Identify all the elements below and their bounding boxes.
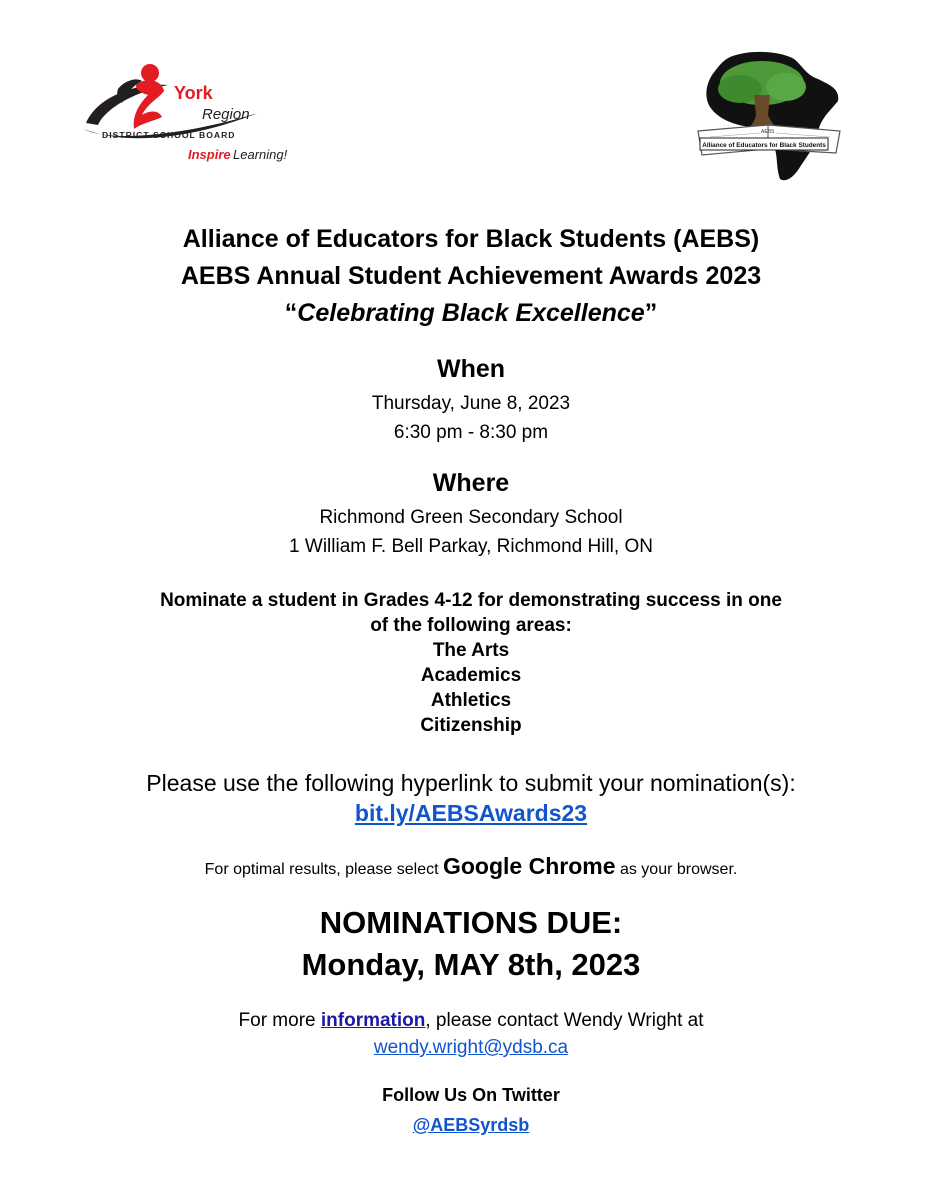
yrdsb-logo (78, 55, 293, 175)
nominations-due (0, 902, 942, 986)
contact-pre: For more (238, 1010, 321, 1031)
area-item: The Arts (432, 640, 510, 661)
nominate-section (0, 588, 942, 738)
aebs-logo-book-text: AEBS (761, 129, 775, 135)
browser-note-pre: For optimal results, please select (204, 861, 443, 878)
browser-note-post: as your browser. (615, 861, 738, 878)
aebs-logo (690, 45, 850, 185)
event-header (0, 221, 942, 332)
yrdsb-logo-inspire: Inspire (188, 147, 231, 162)
where-venue: Richmond Green Secondary School (319, 507, 623, 528)
where-heading: Where (432, 469, 510, 497)
where-section (0, 467, 942, 561)
twitter-label: Follow Us On Twitter (382, 1085, 560, 1105)
where-address: 1 William F. Bell Parkay, Richmond Hill, ON (289, 536, 653, 557)
due-heading: NOMINATIONS DUE: (319, 905, 623, 940)
due-date: Monday, MAY 8th, 2023 (301, 947, 641, 982)
twitter-handle-link[interactable]: @AEBSyrdsb (412, 1115, 530, 1135)
yrdsb-logo-board: DISTRICT SCHOOL BOARD (102, 130, 236, 140)
header-line-1: Alliance of Educators for Black Students (AEBS) (182, 225, 760, 253)
area-item: Citizenship (420, 715, 522, 736)
contact-section (0, 1007, 942, 1061)
area-item: Academics (420, 665, 522, 686)
header-line-2: AEBS Annual Student Achievement Awards 2023 (180, 262, 762, 290)
submit-text: Please use the following hyperlink to submit your nomination(s): (146, 770, 796, 796)
header-theme: Celebrating Black Excellence (297, 299, 645, 327)
nomination-link[interactable]: bit.ly/AEBSAwards23 (354, 800, 588, 826)
nominate-line-2: of the following areas: (370, 615, 572, 636)
yrdsb-logo-york: York (174, 83, 213, 103)
when-section (0, 353, 942, 447)
header-line-3 (0, 295, 942, 332)
header-close-quote: ” (644, 299, 658, 327)
yrdsb-logo-learning: Learning! (233, 147, 288, 162)
when-heading: When (436, 355, 506, 383)
browser-note-chrome: Google Chrome (442, 853, 616, 879)
submit-section (0, 768, 942, 828)
area-item: Athletics (430, 690, 512, 711)
contact-post: , please contact Wendy Wright at (425, 1010, 704, 1031)
aebs-logo-banner-text: Alliance of Educators for Black Students (702, 142, 826, 149)
information-link[interactable]: information (320, 1010, 426, 1031)
when-date: Thursday, June 8, 2023 (371, 393, 571, 414)
twitter-section (0, 1080, 942, 1140)
yrdsb-logo-region: Region (202, 106, 250, 123)
browser-note (0, 851, 942, 885)
when-time: 6:30 pm - 8:30 pm (393, 422, 549, 443)
nominate-line-1: Nominate a student in Grades 4-12 for demonstrating success in one (160, 590, 782, 611)
contact-email-link[interactable]: wendy.wright@ydsb.ca (373, 1037, 569, 1058)
header-open-quote: “ (284, 299, 298, 327)
